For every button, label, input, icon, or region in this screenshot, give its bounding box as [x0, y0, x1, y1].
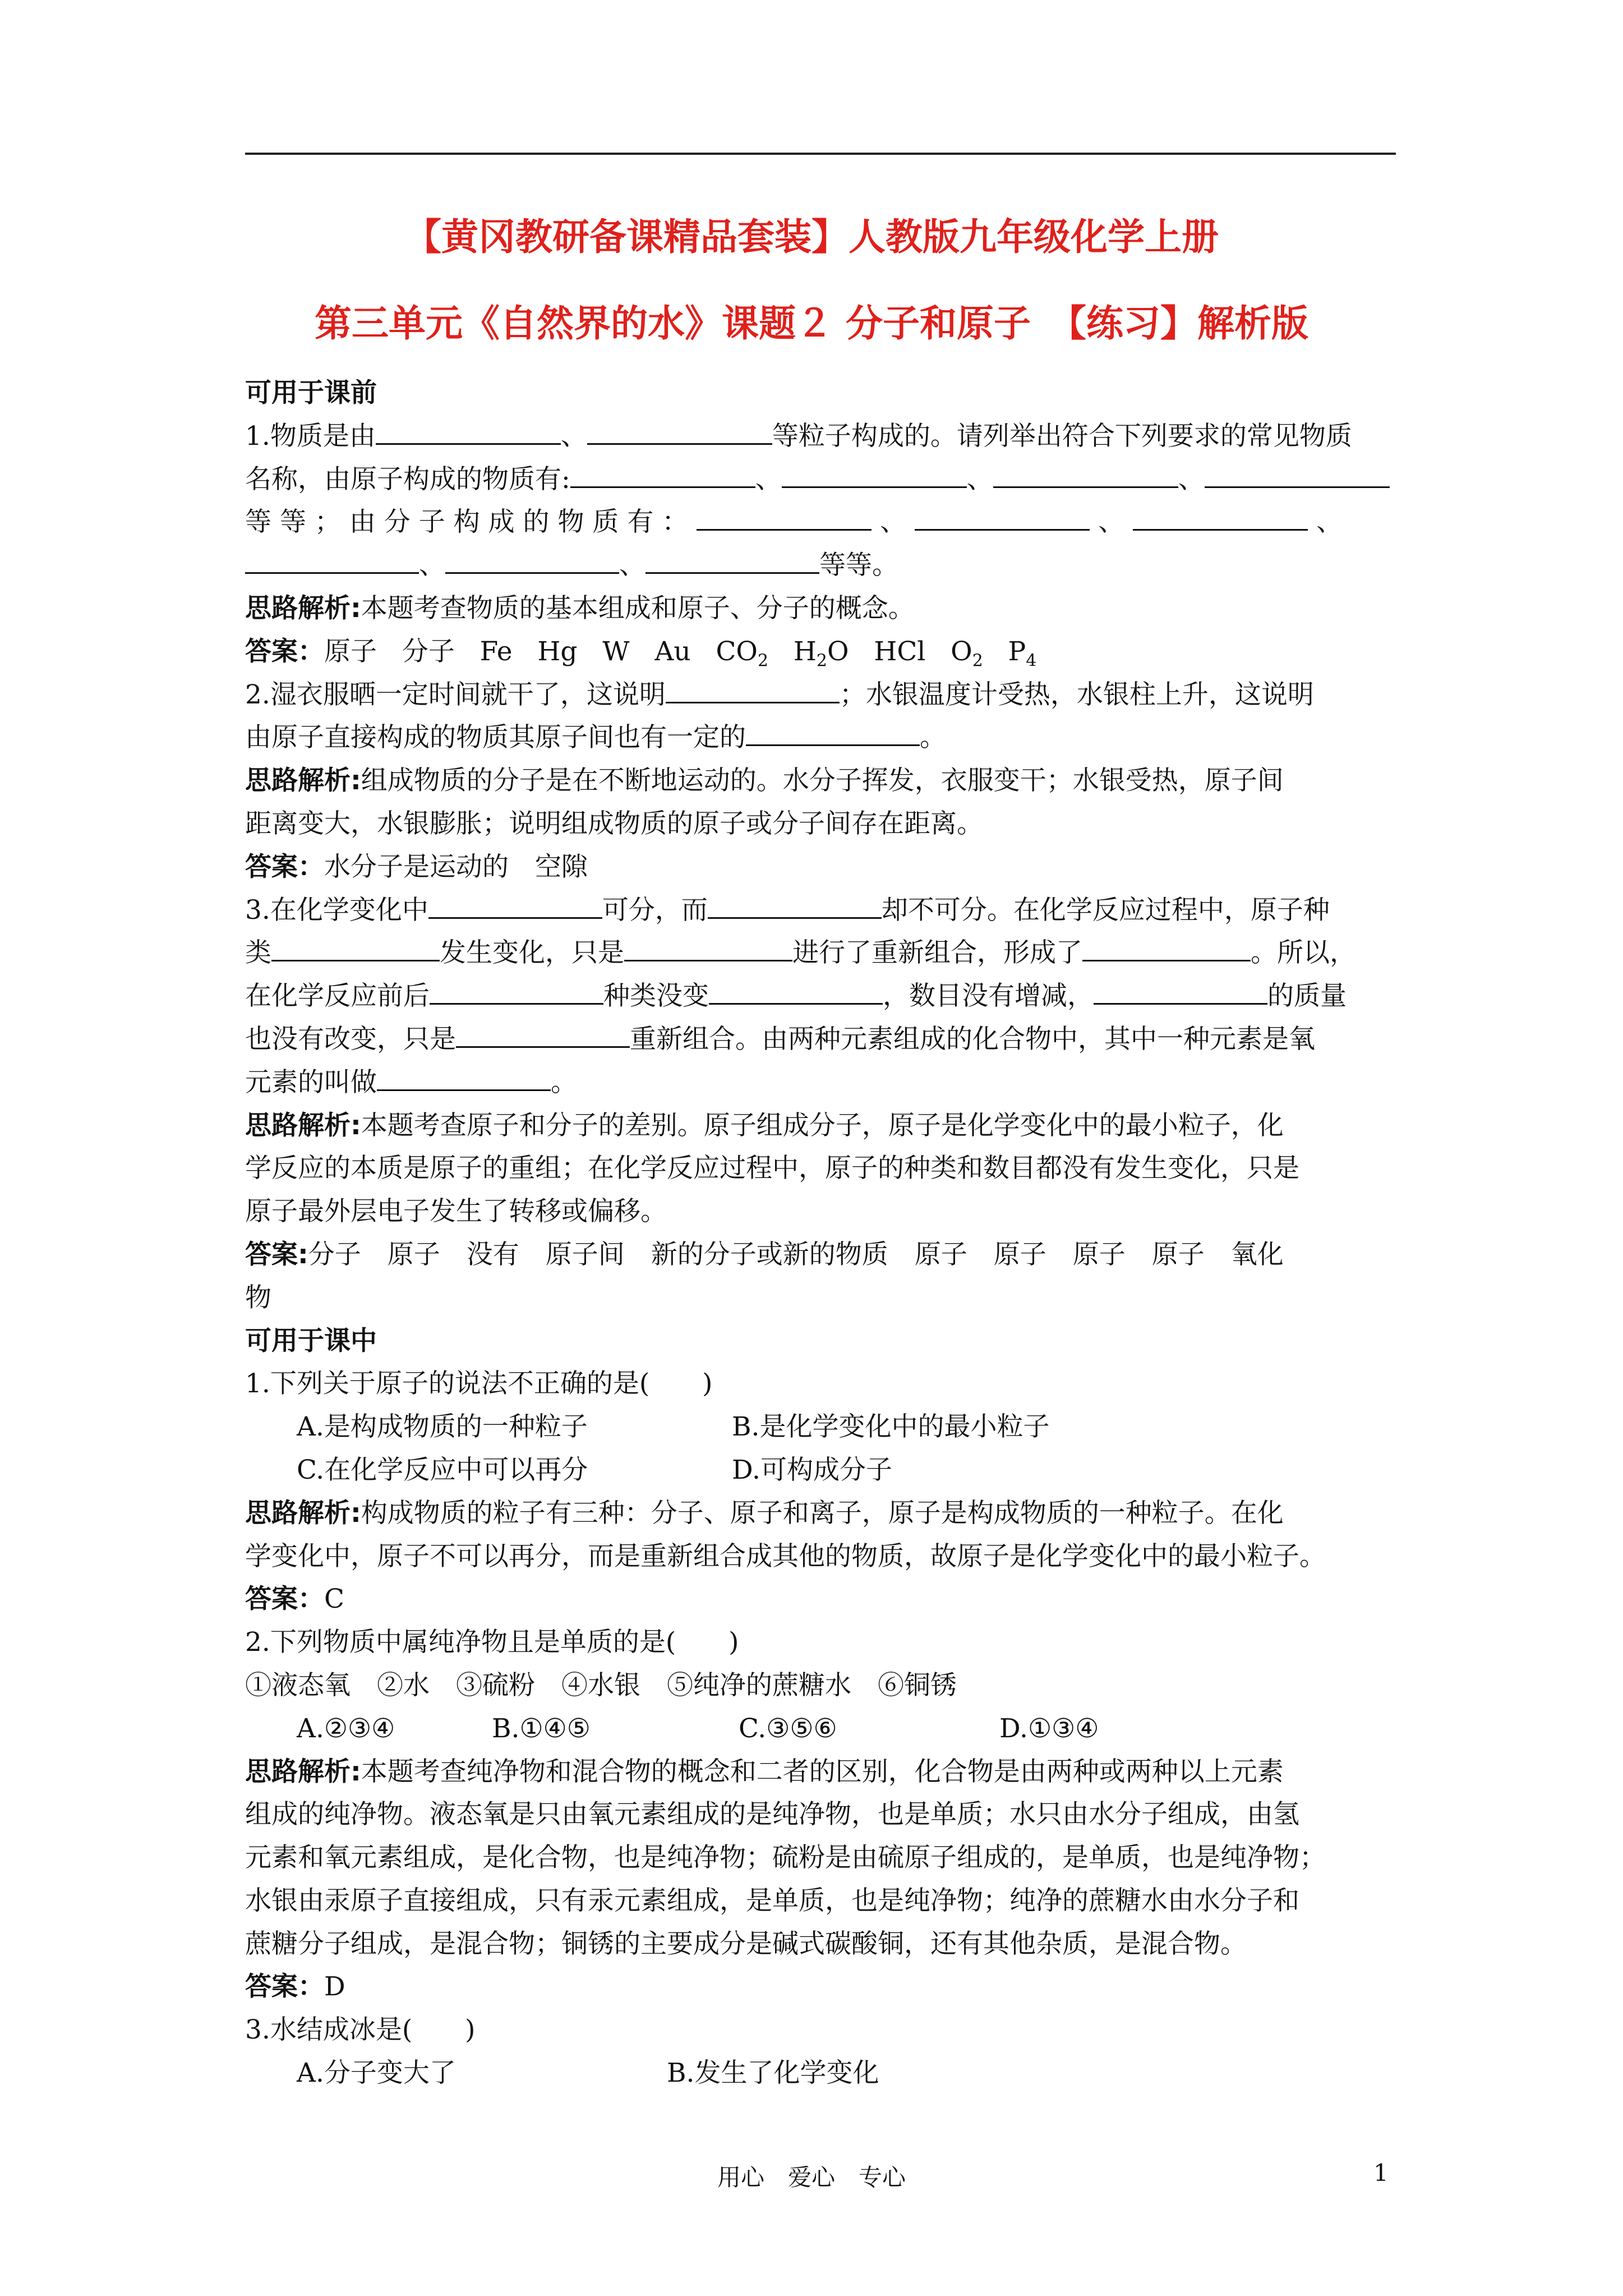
header-rule: [245, 153, 1396, 155]
analysis-in-2-line5: 蔗糖分子组成，是混合物；铜锈的主要成分是碱式碳酸铜，还有其他杂质，是混合物。: [245, 1928, 1247, 1959]
blank: [1205, 461, 1390, 488]
blank: [377, 1064, 551, 1091]
analysis-pre-3-line1: 思路解析:本题考查原子和分子的差别。原子组成分子，原子是化学变化中的最小粒子，化: [245, 1110, 1284, 1141]
question-in-2-stem: 2.下列物质中属纯净物且是单质的是( ): [245, 1627, 739, 1658]
analysis-pre-1: 思路解析:本题考查物质的基本组成和原子、分子的概念。: [245, 592, 915, 624]
answer-pre-3-line2: 物: [245, 1282, 271, 1313]
blank: [570, 461, 755, 488]
question-pre-1-line4: 、 、 等等。: [245, 544, 1396, 587]
blank: [376, 417, 561, 445]
blank: [666, 676, 840, 703]
doc-title-line2: 第三单元《自然界的水》课题２ 分子和原子 【练习】解析版: [315, 302, 1308, 345]
question-pre-3-line3: 在化学反应前后 种类没变 ，数目没有增减， 的质量: [245, 975, 1396, 1018]
option-a: A.是构成物质的一种粒子: [297, 1411, 588, 1443]
analysis-pre-2-line2: 距离变大，水银膨胀；说明组成物质的原子或分子间存在距离。: [245, 808, 983, 839]
answer-in-1: 答案：C: [245, 1584, 344, 1615]
option-b: B.①④⑤: [492, 1713, 591, 1744]
blank: [708, 891, 882, 919]
option-c: C.③⑤⑥: [739, 1713, 837, 1744]
question-in-1-options-row1: [245, 1406, 1396, 1449]
blank: [1094, 977, 1267, 1005]
question-in-1-options-row2: [245, 1449, 1396, 1492]
document-body: [245, 372, 1396, 2095]
blank: [587, 417, 772, 445]
question-in-3-stem: 3.水结成冰是( ): [245, 2014, 476, 2046]
question-in-2-items: ①液态氧 ②水 ③硫粉 ④水银 ⑤纯净的蔗糖水 ⑥铜锈: [245, 1669, 957, 1701]
analysis-in-2-line3: 元素和氧元素组成，是化合物，也是纯净物；硫粉是由硫原子组成的，是单质，也是纯净物；: [245, 1842, 1326, 1874]
analysis-in-2-line1: 思路解析:本题考查纯净物和混合物的概念和二者的区别，化合物是由两种或两种以上元素: [245, 1756, 1284, 1787]
blank: [456, 1020, 630, 1048]
question-pre-3-line1: 3.在化学变化中 可分，而 却不可分。在化学反应过程中，原子种: [245, 889, 1396, 932]
question-pre-3-line5: 元素的叫做 。: [245, 1061, 1396, 1105]
question-pre-3-line4: 也没有改变，只是 重新组合。由两种元素组成的化合物中，其中一种元素是氧: [245, 1018, 1396, 1061]
analysis-in-1-line1: 思路解析:构成物质的粒子有三种：分子、原子和离子，原子是构成物质的一种粒子。在化: [245, 1497, 1284, 1529]
option-d: D.①③④: [999, 1713, 1099, 1744]
blank: [245, 546, 419, 574]
blank: [746, 719, 920, 746]
blank: [445, 546, 619, 574]
blank: [430, 977, 603, 1005]
blank: [1133, 503, 1308, 531]
question-pre-2-line2: 由原子直接构成的物质其原子间也有一定的 。: [245, 716, 1396, 760]
blank: [271, 934, 440, 961]
question-pre-1-line2: 名称，由原子构成的物质有: 、 、 、: [245, 458, 1396, 501]
option-a: A.②③④: [297, 1713, 395, 1744]
analysis-pre-3-line3: 原子最外层电子发生了转移或偏移。: [245, 1196, 667, 1227]
section-heading-pre: 可用于课前: [245, 378, 377, 408]
analysis-in-2-line2: 组成的纯净物。液态氧是只由氧元素组成的是纯净物，也是单质；水只由水分子组成，由氢: [245, 1799, 1299, 1830]
blank: [915, 503, 1090, 531]
blank: [645, 546, 819, 574]
page-number: 1: [1373, 2159, 1389, 2187]
question-in-2-options: [245, 1708, 1396, 1751]
footer-motto: 用心 爱心 专心: [717, 2164, 906, 2191]
analysis-in-2-line4: 水银由汞原子直接组成，只有汞元素组成，是单质，也是纯净物；纯净的蔗糖水由水分子和: [245, 1885, 1299, 1916]
question-pre-1-line3: 等 等 ； 由 分 子 构 成 的 物 质 有 ： 、 、 、: [245, 501, 1396, 544]
question-in-1-stem: 1.下列关于原子的说法不正确的是( ): [245, 1368, 713, 1400]
question-pre-3-line2: 类 发生变化，只是 进行了重新组合，形成了 。所以，: [245, 932, 1396, 975]
answer-pre-3-line1: 答案:分子 原子 没有 原子间 新的分子或新的物质 原子 原子 原子 原子 氧化: [245, 1239, 1284, 1270]
section-heading-in: 可用于课中: [245, 1325, 377, 1356]
blank: [782, 461, 967, 488]
option-b: B.是化学变化中的最小粒子: [732, 1411, 1050, 1443]
analysis-pre-3-line2: 学反应的本质是原子的重组；在化学反应过程中，原子的种类和数目都没有发生变化，只是: [245, 1153, 1299, 1184]
blank: [993, 461, 1178, 488]
blank: [1082, 934, 1251, 961]
analysis-pre-2-line1: 思路解析:组成物质的分子是在不断地运动的。水分子挥发，衣服变干；水银受热，原子间: [245, 765, 1284, 797]
answer-pre-2: 答案：水分子是运动的 空隙: [245, 851, 588, 882]
option-b: B.发生了化学变化: [667, 2058, 879, 2089]
answer-pre-1: 答案：原子 分子 Fe Hg W Au $CO_2$ $H_2O$ HCl $O_2$ $P_4$: [245, 636, 1037, 671]
blank: [709, 977, 883, 1005]
doc-title-line1: 【黄冈教研备课精品套装】人教版九年级化学上册: [404, 215, 1219, 259]
question-in-3-options: [245, 2052, 1396, 2095]
option-a: A.分子变大了: [297, 2058, 456, 2089]
question-pre-2-line1: 2.湿衣服晒一定时间就干了，这说明 ；水银温度计受热，水银柱上升，这说明: [245, 674, 1396, 717]
option-c: C.在化学反应中可以再分: [297, 1454, 588, 1485]
option-d: D.可构成分子: [732, 1454, 892, 1485]
blank: [624, 934, 792, 961]
blank: [697, 503, 872, 531]
blank: [428, 891, 602, 919]
answer-in-2: 答案：D: [245, 1971, 345, 2003]
analysis-in-1-line2: 学变化中，原子不可以再分，而是重新组合成其他的物质，故原子是化学变化中的最小粒子。: [245, 1540, 1326, 1572]
question-pre-1-line1: 1.物质是由 、 等粒子构成的。请列举出符合下列要求的常见物质: [245, 415, 1396, 458]
